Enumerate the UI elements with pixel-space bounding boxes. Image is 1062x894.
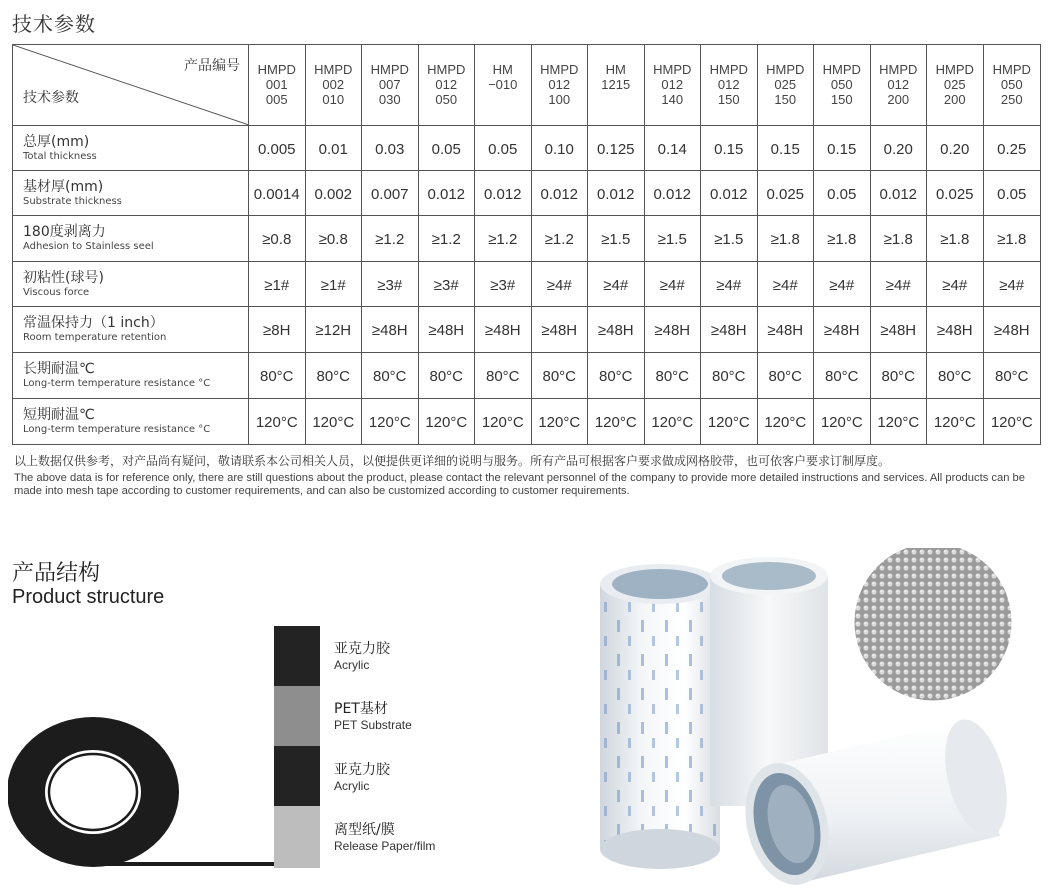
layer-bar-pet (274, 686, 320, 746)
product-code-text: HMPD 050 150 (822, 62, 861, 107)
cell-value: 0.20 (940, 140, 970, 158)
layer-label-en: PET Substrate (334, 718, 412, 732)
cell-value: 0.007 (370, 185, 409, 203)
cell-value: 0.25 (997, 140, 1027, 158)
row-label-zh: 基材厚(mm) (23, 178, 104, 195)
cell-value: 0.012 (596, 185, 635, 203)
cell-value: 80°C (655, 368, 689, 385)
table-cell (644, 171, 701, 216)
cell-value: 0.025 (935, 185, 974, 203)
product-code-text: HMPD 012 200 (879, 62, 918, 107)
cell-value: 0.005 (257, 140, 296, 158)
product-code-header (927, 45, 984, 126)
table-cell (644, 126, 701, 171)
cell-value: 120°C (820, 414, 863, 431)
cell-value: 0.012 (709, 185, 748, 203)
table-row (13, 216, 1041, 262)
cell-value: 120°C (990, 414, 1033, 431)
table-cell (305, 399, 362, 445)
cell-value: ≥48H (597, 322, 634, 339)
cell-value: 0.01 (318, 140, 348, 158)
row-label-en: Long-term temperature resistance °C (23, 378, 211, 389)
cell-value: 80°C (881, 368, 915, 385)
table-cell (531, 171, 588, 216)
table-row (13, 353, 1041, 399)
table-cell (475, 126, 532, 171)
row-label-en: Viscous force (23, 286, 90, 298)
row-label (13, 353, 249, 399)
table-cell (418, 399, 475, 445)
table-cell (475, 262, 532, 307)
table-cell (644, 216, 701, 262)
product-code-header (418, 45, 475, 126)
product-code-text: HMPD 012 150 (709, 62, 748, 107)
table-cell (870, 307, 927, 353)
table-cell (870, 216, 927, 262)
table-cell (475, 399, 532, 445)
layer-label-en: Release Paper/film (334, 839, 436, 853)
row-label-zh: 常温保持力（1 inch） (23, 315, 164, 331)
row-label-en: Substrate thickness (23, 195, 122, 207)
cell-value: ≥3# (377, 276, 403, 294)
cell-value: ≥1.8 (940, 231, 970, 248)
cell-value: ≥4# (772, 276, 798, 294)
table-cell (927, 126, 984, 171)
cell-value: 80°C (372, 368, 407, 385)
table-cell (814, 171, 871, 216)
product-code-text: HMPD 025 150 (766, 62, 805, 107)
layer-label-2 (334, 700, 412, 732)
table-cell (870, 126, 927, 171)
cell-value: ≥3# (433, 276, 459, 294)
corner-label-parameters: 技术参数 (23, 90, 79, 106)
cell-value: 0.20 (883, 140, 913, 158)
cell-value: 120°C (312, 414, 355, 431)
cell-value: ≥1.2 (431, 231, 461, 248)
cell-value: 80°C (429, 368, 463, 385)
table-cell (418, 353, 475, 399)
section-title: 技术参数 (12, 12, 96, 36)
cell-value: ≥48H (654, 322, 691, 339)
corner-label-product-code: 产品编号 (184, 58, 240, 74)
table-cell (249, 307, 306, 353)
product-rolls-photo (590, 548, 1050, 888)
cell-value: 120°C (933, 414, 976, 431)
cell-value: ≥48H (936, 322, 973, 339)
cell-value: ≥1.8 (883, 231, 913, 248)
layer-label-zh: 离型纸/膜 (334, 822, 395, 838)
table-cell (362, 216, 419, 262)
table-cell (362, 126, 419, 171)
table-cell (475, 353, 532, 399)
table-cell (475, 216, 532, 262)
table-cell (475, 171, 532, 216)
table-cell (249, 399, 306, 445)
table-cell (870, 262, 927, 307)
table-cell (983, 307, 1041, 353)
cell-value: 80°C (259, 368, 294, 385)
cell-value: 0.025 (766, 185, 805, 203)
table-cell (305, 353, 362, 399)
table-cell (305, 216, 362, 262)
note-chinese: 以上数据仅供参考，对产品尚有疑问，敬请联系本公司相关人员，以便提供更详细的说明与服务。所有产品可根据客户要求做成网格胶带，也可依客户要求订制厚度。 (14, 454, 891, 468)
cell-value: 0.15 (714, 140, 744, 158)
table-cell (927, 307, 984, 353)
product-code-text: HMPD 002 010 (314, 62, 353, 107)
table-cell (701, 262, 758, 307)
row-label (13, 262, 249, 307)
cell-value: ≥1.5 (714, 231, 744, 248)
product-code-header (644, 45, 701, 126)
cell-value: 80°C (994, 368, 1029, 385)
cell-value: ≥1.2 (375, 231, 405, 248)
table-row (13, 126, 1041, 171)
cell-value: 0.125 (596, 140, 635, 158)
row-label-zh: 短期耐温℃ (23, 407, 95, 423)
product-code-header (701, 45, 758, 126)
row-label (13, 171, 249, 216)
table-header-row (13, 45, 1041, 126)
table-cell (418, 216, 475, 262)
table-row (13, 307, 1041, 353)
table-cell (305, 126, 362, 171)
layer-bar-acrylic-top (274, 626, 320, 686)
table-cell (531, 216, 588, 262)
cell-value: 80°C (711, 368, 746, 385)
cell-value: 80°C (542, 368, 576, 385)
cell-value: 0.05 (997, 185, 1027, 203)
product-code-header (305, 45, 362, 126)
table-cell (588, 307, 645, 353)
cell-value: ≥1# (320, 276, 346, 294)
table-cell (475, 307, 532, 353)
cell-value: 120°C (707, 414, 750, 431)
cell-value: 0.15 (770, 140, 800, 158)
cell-value: 0.05 (431, 140, 461, 158)
layer-label-zh: 亚克力胶 (334, 762, 390, 778)
table-cell (644, 307, 701, 353)
cell-value: ≥48H (484, 322, 521, 339)
table-cell (644, 399, 701, 445)
cell-value: ≥48H (541, 322, 578, 339)
table-cell (362, 307, 419, 353)
cell-value: ≥1.5 (657, 231, 687, 248)
row-label (13, 307, 249, 353)
table-cell (814, 353, 871, 399)
table-cell (927, 216, 984, 262)
row-label-zh: 长期耐温℃ (23, 361, 95, 377)
cell-value: 0.012 (483, 185, 522, 203)
table-cell (757, 353, 814, 399)
cell-value: 0.15 (827, 140, 857, 158)
cell-value: 0.012 (653, 185, 692, 203)
table-cell (362, 262, 419, 307)
product-code-text: HMPD 007 030 (370, 62, 409, 107)
product-code-header (814, 45, 871, 126)
table-cell (814, 307, 871, 353)
table-cell (983, 353, 1041, 399)
row-label (13, 399, 249, 445)
layer-label-1 (334, 640, 390, 672)
table-row (13, 171, 1041, 216)
table-cell (757, 216, 814, 262)
table-cell (362, 353, 419, 399)
cell-value: ≥4# (546, 276, 572, 294)
layer-label-4 (334, 821, 435, 853)
cell-value: 120°C (368, 414, 411, 431)
table-cell (249, 171, 306, 216)
cell-value: 0.012 (879, 185, 918, 203)
table-cell (418, 307, 475, 353)
table-cell (983, 171, 1041, 216)
cell-value: 80°C (485, 368, 520, 385)
table-cell (588, 399, 645, 445)
cell-value: ≥4# (659, 276, 685, 294)
layer-label-zh: 亚克力胶 (334, 641, 390, 657)
layer-label-3 (334, 761, 390, 793)
table-cell (531, 262, 588, 307)
table-cell (983, 399, 1041, 445)
product-code-header (531, 45, 588, 126)
cell-value: ≥4# (829, 276, 855, 294)
cell-value: ≥48H (823, 322, 860, 339)
cell-value: ≥48H (993, 322, 1030, 339)
cell-value: ≥12H (315, 322, 352, 339)
table-cell (814, 399, 871, 445)
table-cell (418, 171, 475, 216)
cell-value: ≥4# (942, 276, 968, 294)
cell-value: 0.05 (827, 185, 857, 203)
row-label-en: Total thickness (23, 150, 97, 162)
table-cell (983, 126, 1041, 171)
table-cell (249, 216, 306, 262)
cell-value: ≥0.8 (262, 231, 292, 248)
table-cell (757, 307, 814, 353)
structure-title-en: Product structure (12, 586, 165, 608)
cell-value: 120°C (651, 414, 694, 431)
cell-value: ≥48H (710, 322, 747, 339)
structure-title-zh: 产品结构 (12, 561, 101, 586)
row-label (13, 216, 249, 262)
cell-value: 0.10 (544, 140, 574, 158)
product-code-text: HMPD 012 100 (540, 62, 579, 107)
layer-label-en: Acrylic (334, 658, 370, 672)
table-cell (531, 126, 588, 171)
product-code-header (983, 45, 1041, 126)
cell-value: 0.012 (540, 185, 579, 203)
cell-value: ≥1.2 (544, 231, 574, 248)
table-cell (588, 126, 645, 171)
table-cell (870, 171, 927, 216)
product-code-text: HMPD 025 200 (935, 62, 974, 107)
table-cell (814, 216, 871, 262)
table-cell (588, 171, 645, 216)
table-row (13, 399, 1041, 445)
layer-bar-acrylic-bottom (274, 746, 320, 806)
cell-value: ≥1.8 (997, 231, 1027, 248)
layer-label-en: Acrylic (334, 779, 370, 793)
table-cell (588, 353, 645, 399)
cell-value: ≥1# (264, 276, 290, 294)
table-cell (531, 307, 588, 353)
table-cell (757, 262, 814, 307)
table-cell (362, 171, 419, 216)
row-label-en: Adhesion to Stainless seel (23, 241, 154, 252)
note-english: The above data is for reference only, there are still questions about the product, please contact the relevant personnel of the company to provide more detailed instructions and services. All products can be made into mesh tape according to customer requirements, and can also be customized according to customer requirements. (14, 472, 1025, 497)
cell-value: ≥1.8 (827, 231, 857, 248)
product-code-text: HMPD 012 050 (427, 62, 466, 107)
cell-value: 120°C (481, 414, 524, 431)
product-code-header (757, 45, 814, 126)
row-label-en: Long-term temperature resistance °C (23, 424, 211, 435)
cell-value: ≥4# (716, 276, 742, 294)
table-cell (927, 262, 984, 307)
cell-value: 80°C (937, 368, 972, 385)
cell-value: ≥3# (490, 276, 516, 294)
cell-value: 0.002 (314, 185, 353, 203)
product-code-header (249, 45, 306, 126)
table-cell (757, 126, 814, 171)
cell-value: 120°C (425, 414, 468, 431)
product-code-header (475, 45, 532, 126)
row-label-zh: 总厚(mm) (23, 133, 90, 150)
table-cell (531, 353, 588, 399)
cell-value: ≥1.5 (601, 231, 631, 248)
table-cell (362, 399, 419, 445)
table-cell (701, 171, 758, 216)
table-cell (814, 262, 871, 307)
layer-bar-release (274, 806, 320, 868)
table-cell (305, 262, 362, 307)
table-cell (531, 399, 588, 445)
table-cell (757, 399, 814, 445)
table-cell (701, 307, 758, 353)
layer-label-zh: PET基材 (334, 701, 388, 717)
table-cell (870, 399, 927, 445)
table-cell (927, 171, 984, 216)
cell-value: ≥1.2 (488, 231, 518, 248)
table-cell (249, 262, 306, 307)
row-label-en: Room temperature retention (23, 332, 167, 343)
cell-value: ≥4# (885, 276, 911, 294)
cell-value: 0.14 (657, 140, 687, 158)
cell-value: 0.0014 (253, 185, 300, 203)
table-cell (588, 262, 645, 307)
spec-table (12, 44, 1041, 445)
table-cell (983, 216, 1041, 262)
product-code-header (588, 45, 645, 126)
cell-value: 0.012 (427, 185, 466, 203)
cell-value: ≥48H (371, 322, 408, 339)
table-cell (983, 262, 1041, 307)
table-cell (588, 216, 645, 262)
row-label (13, 126, 249, 171)
table-row (13, 262, 1041, 307)
table-cell (305, 307, 362, 353)
table-cell (418, 126, 475, 171)
cell-value: 120°C (255, 414, 298, 431)
table-cell (757, 171, 814, 216)
row-label-zh: 初粘性(球号) (23, 269, 104, 286)
cell-value: 120°C (877, 414, 920, 431)
cell-value: 0.05 (488, 140, 518, 158)
product-code-text: HM 1215 (601, 62, 631, 92)
cell-value: 0.03 (375, 140, 405, 158)
cell-value: 120°C (594, 414, 637, 431)
cell-value: ≥1.8 (770, 231, 800, 248)
table-cell (249, 353, 306, 399)
table-cell (305, 171, 362, 216)
table-cell (701, 216, 758, 262)
cell-value: 80°C (824, 368, 859, 385)
cell-value: ≥48H (880, 322, 917, 339)
cell-value: ≥4# (603, 276, 629, 294)
table-cell (418, 262, 475, 307)
product-code-text: HMPD 012 140 (653, 62, 692, 107)
row-label-zh: 180度剥离力 (23, 224, 106, 240)
table-cell (249, 126, 306, 171)
table-cell (644, 353, 701, 399)
cell-value: 80°C (768, 368, 802, 385)
cell-value: ≥48H (428, 322, 465, 339)
table-cell (701, 126, 758, 171)
product-code-text: HMPD 001 005 (257, 62, 296, 107)
product-code-header (870, 45, 927, 126)
table-corner-cell (13, 45, 249, 126)
table-cell (701, 399, 758, 445)
cell-value: ≥48H (767, 322, 804, 339)
cell-value: ≥8H (263, 322, 291, 339)
cell-value: 80°C (316, 368, 350, 385)
cell-value: 120°C (538, 414, 581, 431)
table-cell (870, 353, 927, 399)
cell-value: 80°C (598, 368, 633, 385)
tape-roll-illustration (8, 700, 278, 870)
product-code-text: HMPD 050 250 (992, 62, 1031, 107)
table-cell (644, 262, 701, 307)
table-cell (927, 353, 984, 399)
product-code-text: HM −010 (488, 62, 518, 92)
table-cell (701, 353, 758, 399)
cell-value: ≥4# (999, 276, 1025, 294)
product-code-header (362, 45, 419, 126)
cell-value: ≥0.8 (318, 231, 348, 248)
cell-value: 120°C (764, 414, 807, 431)
table-cell (927, 399, 984, 445)
table-cell (814, 126, 871, 171)
